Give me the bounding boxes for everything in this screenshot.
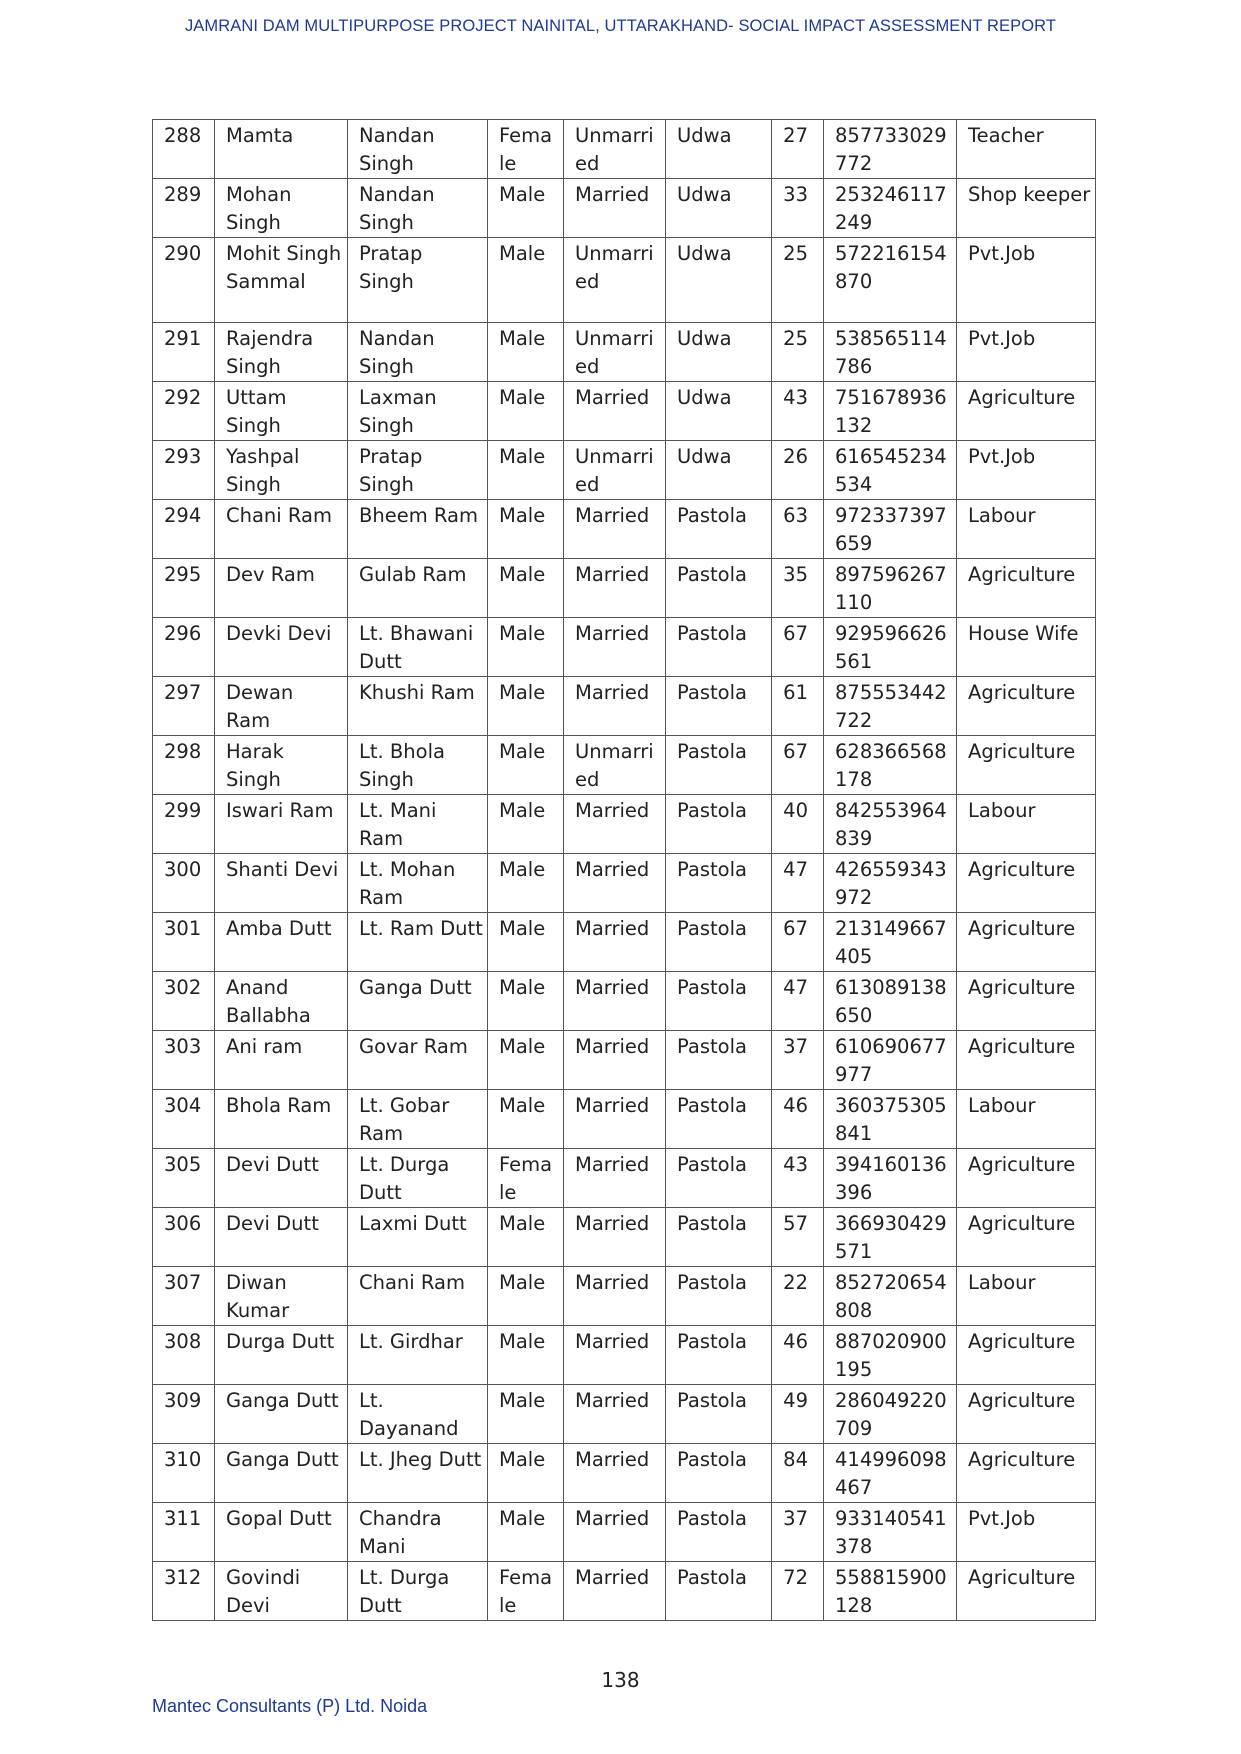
father-name-cell: Lt. Mohan Ram [348, 854, 488, 913]
age-cell: 27 [772, 120, 824, 179]
aadhaar-number-cell: 213149667 405 [824, 913, 957, 972]
father-name-cell: Ganga Dutt [348, 972, 488, 1031]
age-cell: 35 [772, 559, 824, 618]
respondent-name-cell: Devi Dutt [215, 1208, 348, 1267]
age-cell: 67 [772, 618, 824, 677]
occupation-cell: Agriculture [957, 1031, 1096, 1090]
gender-cell: Male [488, 618, 564, 677]
occupation-cell: Agriculture [957, 1208, 1096, 1267]
village-cell: Pastola [666, 1031, 772, 1090]
table-row [153, 913, 1096, 972]
father-name-cell: Lt. Gobar Ram [348, 1090, 488, 1149]
village-cell: Udwa [666, 120, 772, 179]
village-cell: Pastola [666, 913, 772, 972]
father-name-cell: Laxman Singh [348, 382, 488, 441]
father-name-cell: Khushi Ram [348, 677, 488, 736]
gender-cell: Male [488, 1385, 564, 1444]
gender-cell: Fema le [488, 1149, 564, 1208]
age-cell: 46 [772, 1090, 824, 1149]
age-cell: 33 [772, 179, 824, 238]
marital-status-cell: Unmarri ed [564, 441, 666, 500]
table-row [153, 382, 1096, 441]
age-cell: 43 [772, 382, 824, 441]
table-row [153, 120, 1096, 179]
age-cell: 37 [772, 1503, 824, 1562]
marital-status-cell: Married [564, 854, 666, 913]
age-cell: 43 [772, 1149, 824, 1208]
marital-status-cell: Unmarri ed [564, 736, 666, 795]
marital-status-cell: Married [564, 1444, 666, 1503]
respondent-name-cell: Uttam Singh [215, 382, 348, 441]
occupation-cell: Pvt.Job [957, 441, 1096, 500]
village-cell: Pastola [666, 559, 772, 618]
table-row [153, 500, 1096, 559]
aadhaar-number-cell: 852720654 808 [824, 1267, 957, 1326]
table-row [153, 238, 1096, 323]
marital-status-cell: Married [564, 677, 666, 736]
serial-number-cell: 289 [153, 179, 215, 238]
marital-status-cell: Married [564, 1326, 666, 1385]
respondent-name-cell: Ganga Dutt [215, 1444, 348, 1503]
age-cell: 49 [772, 1385, 824, 1444]
aadhaar-number-cell: 610690677 977 [824, 1031, 957, 1090]
aadhaar-number-cell: 857733029 772 [824, 120, 957, 179]
father-name-cell: Nandan Singh [348, 179, 488, 238]
father-name-cell: Govar Ram [348, 1031, 488, 1090]
occupation-cell: Agriculture [957, 736, 1096, 795]
father-name-cell: Chani Ram [348, 1267, 488, 1326]
age-cell: 26 [772, 441, 824, 500]
occupation-cell: Agriculture [957, 1149, 1096, 1208]
village-cell: Pastola [666, 1149, 772, 1208]
respondent-name-cell: Diwan Kumar [215, 1267, 348, 1326]
father-name-cell: Lt. Girdhar [348, 1326, 488, 1385]
serial-number-cell: 302 [153, 972, 215, 1031]
father-name-cell: Gulab Ram [348, 559, 488, 618]
village-cell: Udwa [666, 238, 772, 323]
marital-status-cell: Unmarri ed [564, 120, 666, 179]
respondent-name-cell: Harak Singh [215, 736, 348, 795]
village-cell: Pastola [666, 1267, 772, 1326]
gender-cell: Male [488, 238, 564, 323]
gender-cell: Fema le [488, 1562, 564, 1621]
occupation-cell: Agriculture [957, 559, 1096, 618]
marital-status-cell: Married [564, 559, 666, 618]
occupation-cell: Shop keeper [957, 179, 1096, 238]
village-cell: Pastola [666, 500, 772, 559]
aadhaar-number-cell: 628366568 178 [824, 736, 957, 795]
occupation-cell: Labour [957, 795, 1096, 854]
father-name-cell: Bheem Ram [348, 500, 488, 559]
marital-status-cell: Married [564, 1208, 666, 1267]
gender-cell: Male [488, 179, 564, 238]
village-cell: Pastola [666, 1385, 772, 1444]
respondent-name-cell: Dewan Ram [215, 677, 348, 736]
marital-status-cell: Married [564, 1149, 666, 1208]
serial-number-cell: 307 [153, 1267, 215, 1326]
aadhaar-number-cell: 613089138 650 [824, 972, 957, 1031]
gender-cell: Male [488, 323, 564, 382]
marital-status-cell: Married [564, 795, 666, 854]
respondent-name-cell: Iswari Ram [215, 795, 348, 854]
age-cell: 47 [772, 854, 824, 913]
occupation-cell: Labour [957, 500, 1096, 559]
serial-number-cell: 297 [153, 677, 215, 736]
father-name-cell: Chandra Mani [348, 1503, 488, 1562]
aadhaar-number-cell: 286049220 709 [824, 1385, 957, 1444]
aadhaar-number-cell: 558815900 128 [824, 1562, 957, 1621]
village-cell: Pastola [666, 854, 772, 913]
report-header: JAMRANI DAM MULTIPURPOSE PROJECT NAINITAL, UTTARAKHAND- SOCIAL IMPACT ASSESSMENT REPORT [184, 17, 1057, 35]
table-row [153, 1444, 1096, 1503]
serial-number-cell: 312 [153, 1562, 215, 1621]
occupation-cell: Agriculture [957, 1444, 1096, 1503]
age-cell: 40 [772, 795, 824, 854]
gender-cell: Male [488, 1208, 564, 1267]
respondent-name-cell: Anand Ballabha [215, 972, 348, 1031]
aadhaar-number-cell: 366930429 571 [824, 1208, 957, 1267]
occupation-cell: Agriculture [957, 854, 1096, 913]
table-row [153, 677, 1096, 736]
table-row [153, 1503, 1096, 1562]
respondent-name-cell: Devi Dutt [215, 1149, 348, 1208]
age-cell: 47 [772, 972, 824, 1031]
marital-status-cell: Unmarri ed [564, 238, 666, 323]
gender-cell: Male [488, 1090, 564, 1149]
age-cell: 72 [772, 1562, 824, 1621]
serial-number-cell: 294 [153, 500, 215, 559]
age-cell: 61 [772, 677, 824, 736]
occupation-cell: Agriculture [957, 913, 1096, 972]
aadhaar-number-cell: 933140541 378 [824, 1503, 957, 1562]
village-cell: Udwa [666, 179, 772, 238]
serial-number-cell: 304 [153, 1090, 215, 1149]
serial-number-cell: 308 [153, 1326, 215, 1385]
gender-cell: Male [488, 913, 564, 972]
age-cell: 67 [772, 736, 824, 795]
table-row [153, 1031, 1096, 1090]
marital-status-cell: Married [564, 972, 666, 1031]
father-name-cell: Lt. Bhola Singh [348, 736, 488, 795]
serial-number-cell: 301 [153, 913, 215, 972]
serial-number-cell: 295 [153, 559, 215, 618]
serial-number-cell: 311 [153, 1503, 215, 1562]
respondent-table [152, 119, 1096, 1621]
serial-number-cell: 291 [153, 323, 215, 382]
aadhaar-number-cell: 360375305 841 [824, 1090, 957, 1149]
occupation-cell: Agriculture [957, 972, 1096, 1031]
father-name-cell: Pratap Singh [348, 238, 488, 323]
occupation-cell: House Wife [957, 618, 1096, 677]
serial-number-cell: 303 [153, 1031, 215, 1090]
table-row [153, 1267, 1096, 1326]
table-row [153, 618, 1096, 677]
page-number: 138 [601, 1668, 640, 1692]
table-row [153, 854, 1096, 913]
marital-status-cell: Unmarri ed [564, 323, 666, 382]
table-body [153, 120, 1096, 1621]
respondent-name-cell: Shanti Devi [215, 854, 348, 913]
village-cell: Pastola [666, 1090, 772, 1149]
gender-cell: Male [488, 795, 564, 854]
gender-cell: Male [488, 1267, 564, 1326]
serial-number-cell: 310 [153, 1444, 215, 1503]
age-cell: 57 [772, 1208, 824, 1267]
marital-status-cell: Married [564, 1267, 666, 1326]
gender-cell: Male [488, 1031, 564, 1090]
village-cell: Pastola [666, 1326, 772, 1385]
marital-status-cell: Married [564, 618, 666, 677]
serial-number-cell: 290 [153, 238, 215, 323]
respondent-name-cell: Govindi Devi [215, 1562, 348, 1621]
occupation-cell: Agriculture [957, 677, 1096, 736]
aadhaar-number-cell: 842553964 839 [824, 795, 957, 854]
age-cell: 37 [772, 1031, 824, 1090]
footer-text: Mantec Consultants (P) Ltd. Noida [152, 1696, 428, 1716]
gender-cell: Male [488, 382, 564, 441]
aadhaar-number-cell: 751678936 132 [824, 382, 957, 441]
village-cell: Pastola [666, 677, 772, 736]
father-name-cell: Lt. Durga Dutt [348, 1149, 488, 1208]
occupation-cell: Agriculture [957, 1326, 1096, 1385]
village-cell: Udwa [666, 441, 772, 500]
marital-status-cell: Married [564, 1031, 666, 1090]
serial-number-cell: 305 [153, 1149, 215, 1208]
village-cell: Pastola [666, 1444, 772, 1503]
respondent-name-cell: Mohit Singh Sammal [215, 238, 348, 323]
aadhaar-number-cell: 426559343 972 [824, 854, 957, 913]
serial-number-cell: 298 [153, 736, 215, 795]
father-name-cell: Lt. Mani Ram [348, 795, 488, 854]
table-row [153, 1562, 1096, 1621]
gender-cell: Male [488, 854, 564, 913]
respondent-name-cell: Durga Dutt [215, 1326, 348, 1385]
father-name-cell: Lt. Jheg Dutt [348, 1444, 488, 1503]
village-cell: Pastola [666, 972, 772, 1031]
aadhaar-number-cell: 572216154 870 [824, 238, 957, 323]
aadhaar-number-cell: 538565114 786 [824, 323, 957, 382]
serial-number-cell: 299 [153, 795, 215, 854]
table-row [153, 441, 1096, 500]
gender-cell: Male [488, 441, 564, 500]
occupation-cell: Labour [957, 1267, 1096, 1326]
father-name-cell: Lt. Ram Dutt [348, 913, 488, 972]
aadhaar-number-cell: 414996098 467 [824, 1444, 957, 1503]
table-row [153, 559, 1096, 618]
respondent-name-cell: Ani ram [215, 1031, 348, 1090]
marital-status-cell: Married [564, 179, 666, 238]
respondent-name-cell: Amba Dutt [215, 913, 348, 972]
serial-number-cell: 296 [153, 618, 215, 677]
respondent-name-cell: Mamta [215, 120, 348, 179]
gender-cell: Male [488, 1326, 564, 1385]
marital-status-cell: Married [564, 1503, 666, 1562]
respondent-name-cell: Bhola Ram [215, 1090, 348, 1149]
occupation-cell: Pvt.Job [957, 238, 1096, 323]
father-name-cell: Nandan Singh [348, 323, 488, 382]
gender-cell: Male [488, 559, 564, 618]
age-cell: 46 [772, 1326, 824, 1385]
father-name-cell: Laxmi Dutt [348, 1208, 488, 1267]
occupation-cell: Teacher [957, 120, 1096, 179]
age-cell: 22 [772, 1267, 824, 1326]
respondent-name-cell: Mohan Singh [215, 179, 348, 238]
village-cell: Pastola [666, 1503, 772, 1562]
aadhaar-number-cell: 394160136 396 [824, 1149, 957, 1208]
age-cell: 25 [772, 238, 824, 323]
table-row [153, 1208, 1096, 1267]
serial-number-cell: 309 [153, 1385, 215, 1444]
aadhaar-number-cell: 929596626 561 [824, 618, 957, 677]
respondent-name-cell: Yashpal Singh [215, 441, 348, 500]
aadhaar-number-cell: 616545234 534 [824, 441, 957, 500]
gender-cell: Male [488, 736, 564, 795]
age-cell: 63 [772, 500, 824, 559]
marital-status-cell: Married [564, 1385, 666, 1444]
table-row [153, 1326, 1096, 1385]
serial-number-cell: 292 [153, 382, 215, 441]
aadhaar-number-cell: 972337397 659 [824, 500, 957, 559]
occupation-cell: Agriculture [957, 382, 1096, 441]
serial-number-cell: 288 [153, 120, 215, 179]
village-cell: Pastola [666, 618, 772, 677]
aadhaar-number-cell: 897596267 110 [824, 559, 957, 618]
respondent-name-cell: Gopal Dutt [215, 1503, 348, 1562]
age-cell: 84 [772, 1444, 824, 1503]
table-row [153, 323, 1096, 382]
occupation-cell: Labour [957, 1090, 1096, 1149]
table-row [153, 179, 1096, 238]
respondent-name-cell: Devki Devi [215, 618, 348, 677]
gender-cell: Male [488, 1503, 564, 1562]
occupation-cell: Pvt.Job [957, 323, 1096, 382]
serial-number-cell: 293 [153, 441, 215, 500]
father-name-cell: Lt. Dayanand [348, 1385, 488, 1444]
occupation-cell: Agriculture [957, 1385, 1096, 1444]
gender-cell: Fema le [488, 120, 564, 179]
village-cell: Pastola [666, 736, 772, 795]
respondent-name-cell: Chani Ram [215, 500, 348, 559]
occupation-cell: Pvt.Job [957, 1503, 1096, 1562]
respondent-name-cell: Rajendra Singh [215, 323, 348, 382]
occupation-cell: Agriculture [957, 1562, 1096, 1621]
gender-cell: Male [488, 677, 564, 736]
serial-number-cell: 300 [153, 854, 215, 913]
gender-cell: Male [488, 1444, 564, 1503]
village-cell: Udwa [666, 382, 772, 441]
gender-cell: Male [488, 500, 564, 559]
table-row [153, 972, 1096, 1031]
respondent-name-cell: Ganga Dutt [215, 1385, 348, 1444]
marital-status-cell: Married [564, 382, 666, 441]
serial-number-cell: 306 [153, 1208, 215, 1267]
table-row [153, 1149, 1096, 1208]
father-name-cell: Pratap Singh [348, 441, 488, 500]
age-cell: 25 [772, 323, 824, 382]
father-name-cell: Nandan Singh [348, 120, 488, 179]
marital-status-cell: Married [564, 500, 666, 559]
table-row [153, 795, 1096, 854]
marital-status-cell: Married [564, 1090, 666, 1149]
table-row [153, 1090, 1096, 1149]
village-cell: Pastola [666, 795, 772, 854]
aadhaar-number-cell: 875553442 722 [824, 677, 957, 736]
respondent-name-cell: Dev Ram [215, 559, 348, 618]
marital-status-cell: Married [564, 1562, 666, 1621]
aadhaar-number-cell: 887020900 195 [824, 1326, 957, 1385]
age-cell: 67 [772, 913, 824, 972]
table-row [153, 736, 1096, 795]
village-cell: Pastola [666, 1562, 772, 1621]
father-name-cell: Lt. Durga Dutt [348, 1562, 488, 1621]
village-cell: Udwa [666, 323, 772, 382]
table-row [153, 1385, 1096, 1444]
village-cell: Pastola [666, 1208, 772, 1267]
aadhaar-number-cell: 253246117 249 [824, 179, 957, 238]
gender-cell: Male [488, 972, 564, 1031]
marital-status-cell: Married [564, 913, 666, 972]
father-name-cell: Lt. Bhawani Dutt [348, 618, 488, 677]
